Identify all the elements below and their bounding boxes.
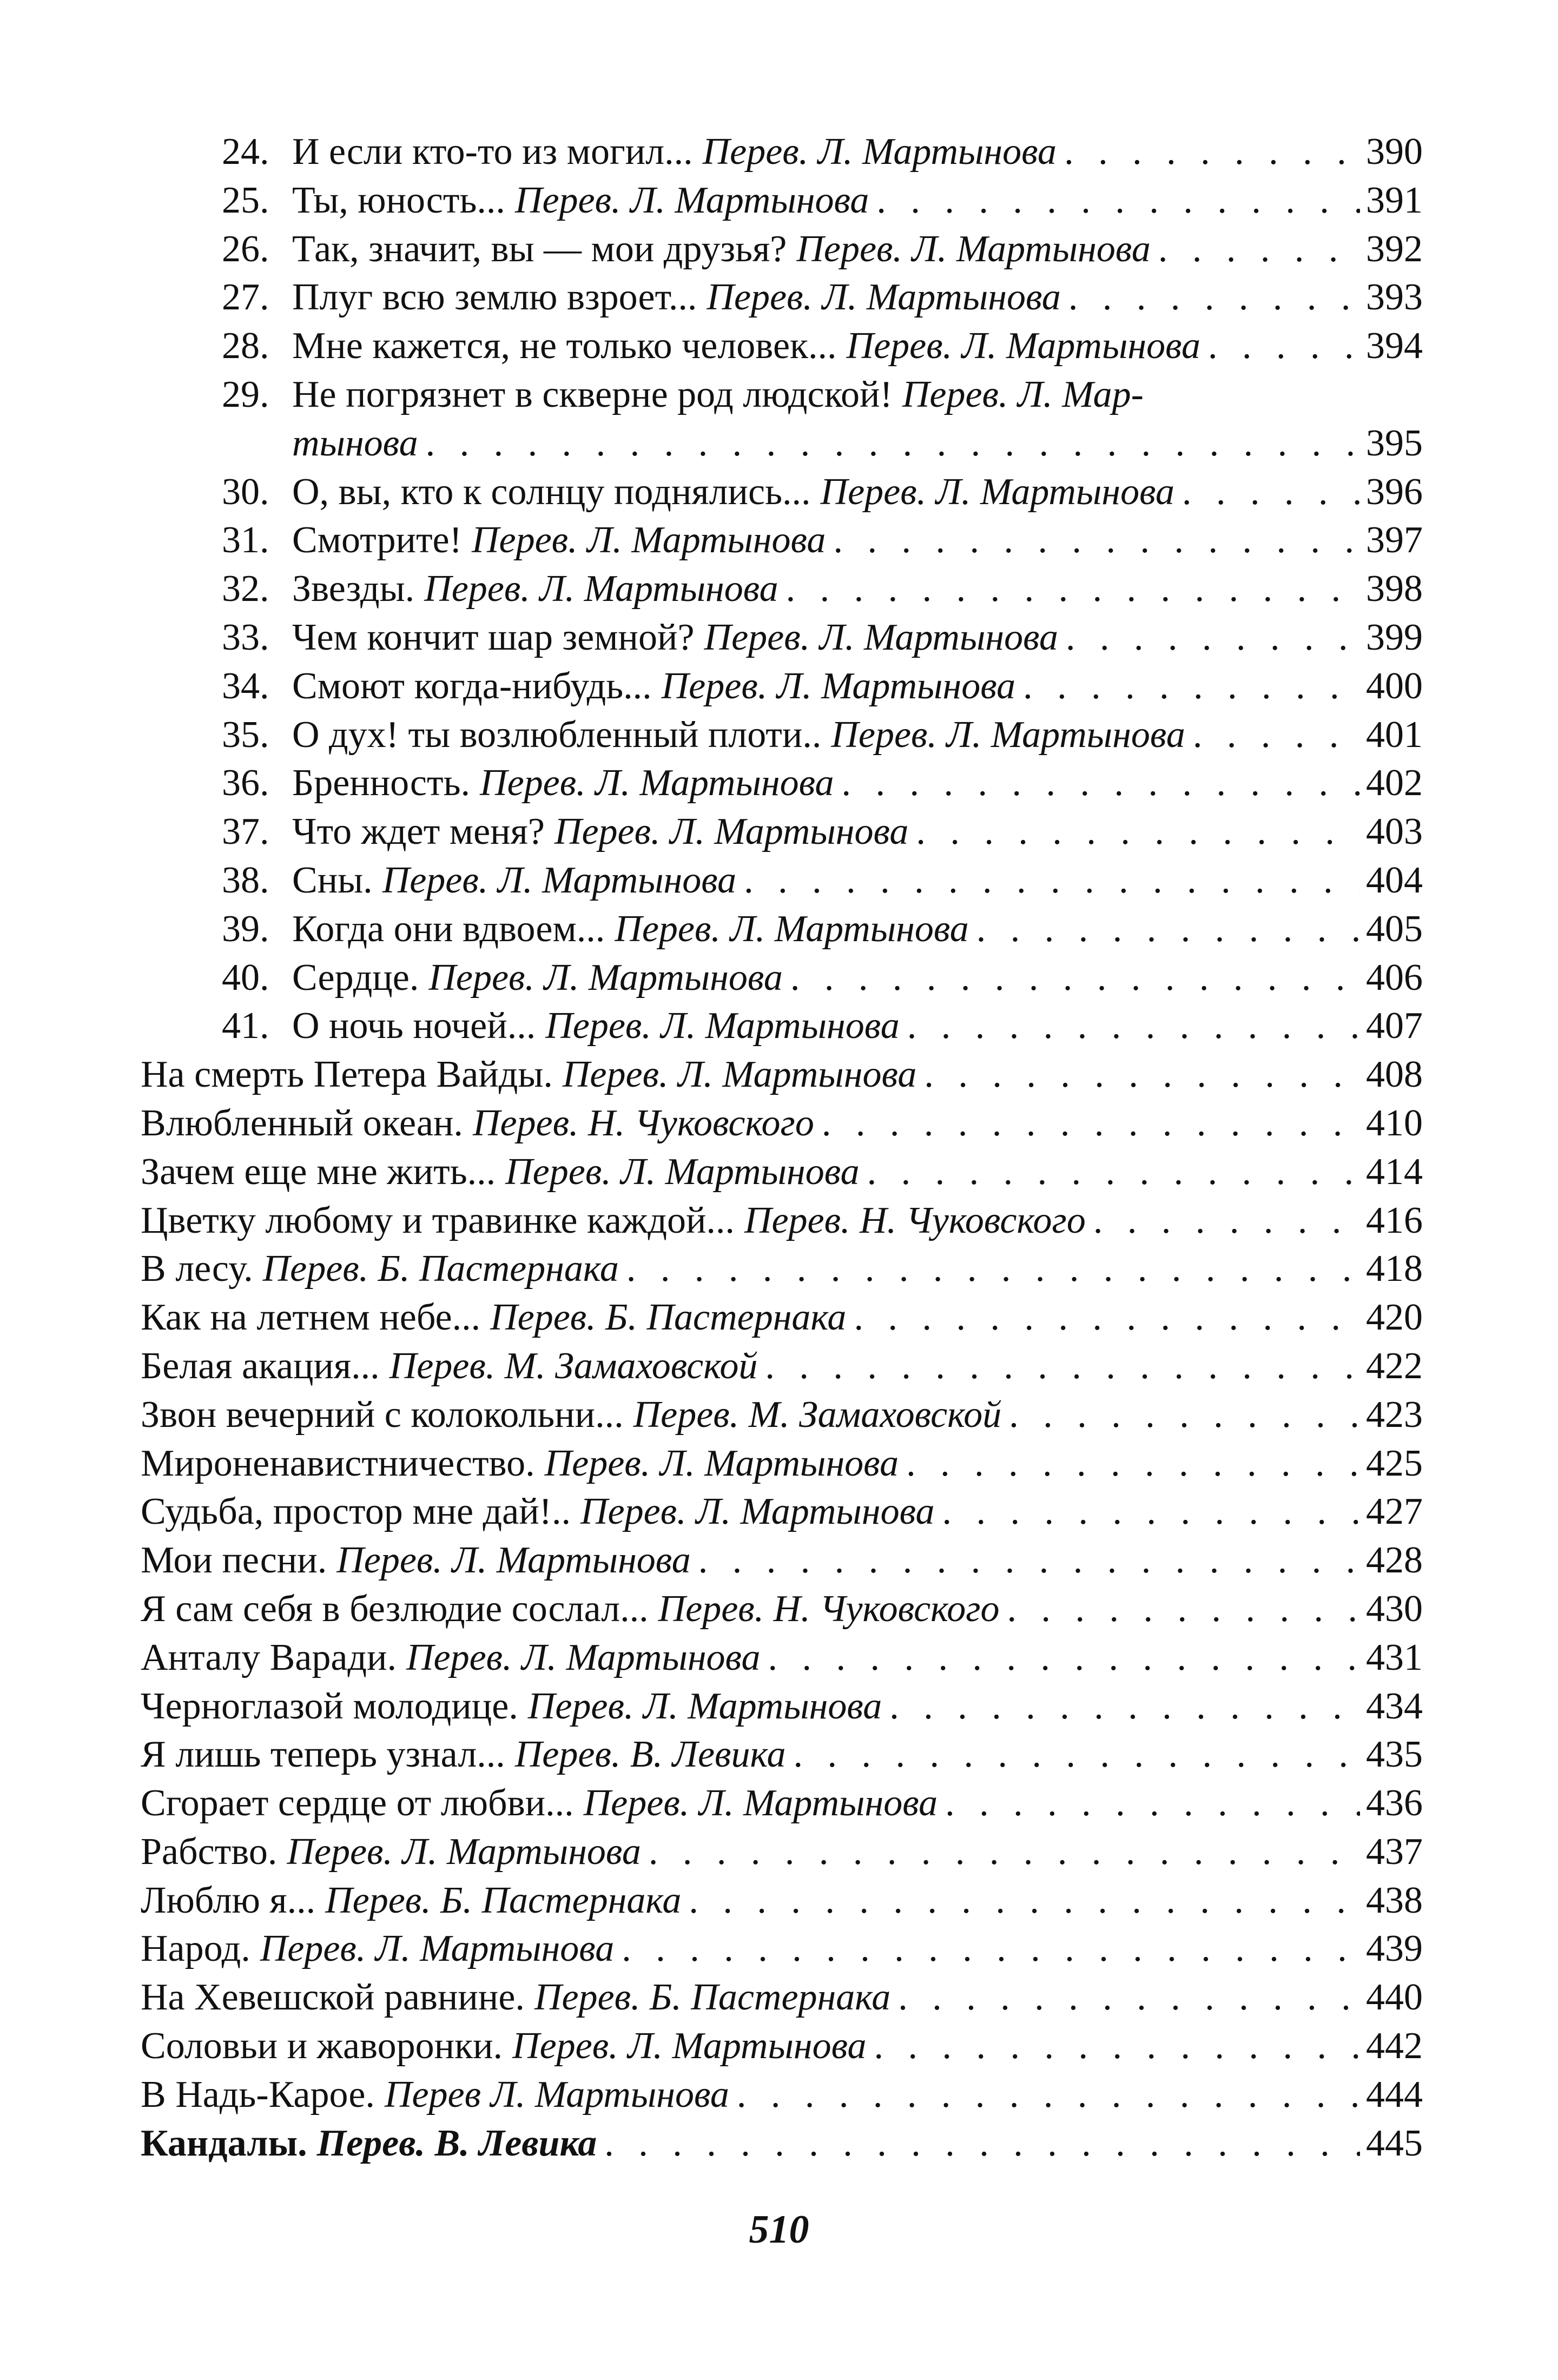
entry-title: Сгорает сердце от любви...: [141, 1782, 574, 1824]
entry-title: Зачем еще мне жить...: [141, 1151, 496, 1193]
toc-row: [141, 856, 1423, 905]
toc-row: [141, 662, 1423, 711]
entry-translator: Перев. Л. Мартынова: [583, 1782, 938, 1824]
entry-translator: Перев. Н. Чуковского: [472, 1102, 814, 1144]
entry-page: 402: [1366, 762, 1423, 804]
entry-number: 27.: [222, 276, 269, 319]
toc-row: [141, 1391, 1423, 1439]
entry-page: 435: [1366, 1734, 1423, 1776]
entry-page: 397: [1366, 519, 1423, 561]
dot-leader: [1068, 273, 1360, 322]
entry-page: 434: [1366, 1685, 1423, 1727]
entry-title: В лесу.: [141, 1248, 253, 1290]
entry-number: 30.: [222, 471, 269, 513]
entry-translator: тынова: [292, 422, 418, 464]
entry-page: 427: [1366, 1491, 1423, 1533]
entry-translator: Перев. Л. Мартынова: [382, 859, 737, 901]
toc-row: [141, 613, 1423, 662]
toc-row: [141, 1536, 1423, 1585]
entry-translator: Перев. Л. Мартынова: [562, 1054, 917, 1096]
entry-page: 430: [1366, 1588, 1423, 1630]
entry-translator: Перев. Л. Мартынова: [544, 1442, 899, 1484]
entry-number: 26.: [222, 228, 269, 270]
entry-title: Влюбленный океан.: [141, 1102, 463, 1144]
toc-row: [141, 1002, 1423, 1050]
entry-page: 431: [1366, 1636, 1423, 1678]
entry-number: 29.: [222, 373, 269, 415]
dot-leader: [916, 808, 1360, 856]
toc-row: [141, 2071, 1423, 2119]
toc-row: [141, 1828, 1423, 1876]
dot-leader: [1093, 1196, 1360, 1245]
entry-title: Как на летнем небе...: [141, 1297, 481, 1339]
toc-row: [141, 1682, 1423, 1731]
entry-translator: Перев. Б. Пастернака: [534, 1976, 891, 2019]
dot-leader: [790, 954, 1360, 1002]
entry-translator: Перев. Л. Мартынова: [580, 1491, 935, 1533]
entry-title: О дух! ты возлюбленный плоти..: [292, 713, 822, 756]
entry-page: 395: [1366, 422, 1423, 464]
dot-leader: [786, 565, 1360, 613]
entry-translator: Перев. Л. Мартынова: [260, 1928, 615, 1970]
entry-title: На Хевешской равнине.: [141, 1976, 525, 2019]
entry-page: 414: [1366, 1151, 1423, 1193]
entry-title: Я сам себя в безлюдие сослал...: [141, 1588, 649, 1630]
toc-row: [141, 1973, 1423, 2022]
toc-row: [141, 1585, 1423, 1634]
entry-translator: Перев. Л. Мартынова: [831, 713, 1185, 756]
entry-page: 390: [1366, 131, 1423, 173]
toc-row: [141, 1634, 1423, 1682]
toc-row: [141, 1730, 1423, 1779]
entry-page: 420: [1366, 1297, 1423, 1339]
entry-title: Чем кончит шар земной?: [292, 616, 695, 658]
entry-translator: Перев. Л. Мартынова: [480, 762, 834, 804]
entry-title: Звезды.: [292, 568, 415, 610]
entry-number: 28.: [222, 325, 269, 367]
toc-row: [141, 2119, 1423, 2168]
entry-translator: Перев. Л. Мартынова: [428, 956, 783, 999]
entry-title: Рабство.: [141, 1830, 278, 1873]
entry-translator: Перев. Л. Мартынова: [545, 1005, 900, 1047]
entry-page: 436: [1366, 1782, 1423, 1824]
entry-number: 38.: [222, 859, 269, 901]
dot-leader: [1208, 322, 1360, 371]
entry-number: 36.: [222, 762, 269, 804]
dot-leader: [876, 176, 1360, 225]
page-number: 510: [749, 2207, 809, 2252]
dot-leader: [1023, 662, 1360, 711]
entry-title: На смерть Петера Вайды.: [141, 1054, 553, 1096]
entry-number: 35.: [222, 713, 269, 756]
dot-leader: [737, 2071, 1360, 2119]
entry-title: Я лишь теперь узнал...: [141, 1734, 505, 1776]
entry-translator: Перев. В. Левика: [514, 1734, 786, 1776]
entry-title: Смоют когда-нибудь...: [292, 665, 652, 707]
dot-leader: [906, 1439, 1360, 1488]
entry-translator: Перев. Б. Пастернака: [325, 1879, 682, 1921]
entry-translator: Перев. Л. Мартынова: [406, 1636, 761, 1678]
dot-leader: [768, 1634, 1360, 1682]
entry-page: 410: [1366, 1102, 1423, 1144]
dot-leader: [622, 1925, 1360, 1973]
entry-page: 438: [1366, 1879, 1423, 1921]
entry-translator: Перев. Л. Мартынова: [820, 471, 1174, 513]
toc-row: [141, 565, 1423, 613]
toc-row: [141, 711, 1423, 759]
toc-row: [141, 1439, 1423, 1488]
entry-title: Не погрязнет в скверне род людской!: [292, 373, 893, 415]
toc-row: [141, 468, 1423, 517]
entry-translator: Перев. Н. Чуковского: [658, 1588, 1000, 1630]
toc-row: [141, 225, 1423, 274]
entry-translator: Перев. Л. Мартынова: [707, 276, 1061, 319]
entry-page: 442: [1366, 2025, 1423, 2067]
entry-page: 408: [1366, 1054, 1423, 1096]
entry-title: О ночь ночей...: [292, 1005, 536, 1047]
dot-leader: [833, 516, 1360, 565]
dot-leader: [945, 1779, 1360, 1828]
entry-title: Кандалы.: [141, 2122, 307, 2164]
entry-title: Анталу Варади.: [141, 1636, 397, 1678]
toc-row: [141, 1293, 1423, 1342]
entry-page: 425: [1366, 1442, 1423, 1484]
entry-translator: Перев. Л. Мар-: [902, 373, 1144, 415]
entry-title: Мои песни.: [141, 1539, 327, 1582]
dot-leader: [793, 1730, 1360, 1779]
entry-translator: Перев. Л. Мартынова: [505, 1151, 860, 1193]
toc-row: [141, 176, 1423, 225]
entry-translator: Перев. Л. Мартынова: [661, 665, 1016, 707]
toc-row: [141, 1196, 1423, 1245]
entry-page: 428: [1366, 1539, 1423, 1582]
entry-page: 422: [1366, 1345, 1423, 1387]
toc-row: [141, 1099, 1423, 1148]
entry-page: 405: [1366, 908, 1423, 950]
entry-translator: Перев. Л. Мартынова: [514, 179, 869, 221]
dot-leader: [907, 1002, 1360, 1050]
entry-title: Народ.: [141, 1928, 250, 1970]
entry-page: 406: [1366, 956, 1423, 999]
toc-row: [141, 1876, 1423, 1925]
entry-title: Смотрите!: [292, 519, 462, 561]
toc-row: [141, 516, 1423, 565]
toc-row: [141, 1148, 1423, 1196]
entry-number: 37.: [222, 811, 269, 853]
toc-row: [141, 1488, 1423, 1536]
entry-page: 407: [1366, 1005, 1423, 1047]
toc-row: [141, 954, 1423, 1002]
entry-translator: Перев. М. Замаховской: [633, 1393, 1002, 1436]
entry-title: Сердце.: [292, 956, 419, 999]
entry-number: 41.: [222, 1005, 269, 1047]
entry-translator: Перев. Л. Мартынова: [424, 568, 778, 610]
entry-page: 439: [1366, 1928, 1423, 1970]
entry-translator: Перев. Л. Мартынова: [471, 519, 826, 561]
entry-number: 40.: [222, 956, 269, 999]
entry-page: 391: [1366, 179, 1423, 221]
dot-leader: [1066, 613, 1360, 662]
dot-leader: [604, 2119, 1360, 2168]
dot-leader: [1064, 128, 1360, 176]
entry-translator: Перев. М. Замаховской: [389, 1345, 758, 1387]
entry-title: Мироненавистничество.: [141, 1442, 535, 1484]
entry-page: 400: [1366, 665, 1423, 707]
dot-leader: [1182, 468, 1360, 517]
toc-row: [141, 322, 1423, 371]
entry-page: 393: [1366, 276, 1423, 319]
entry-title: Судьба, простор мне дай!..: [141, 1491, 571, 1533]
entry-page: 403: [1366, 811, 1423, 853]
dot-leader: [924, 1050, 1360, 1099]
entry-title: Соловьи и жаворонки.: [141, 2025, 503, 2067]
dot-leader: [626, 1245, 1360, 1293]
entry-page: 445: [1366, 2122, 1423, 2164]
entry-title: Белая акация...: [141, 1345, 380, 1387]
dot-leader: [426, 419, 1360, 468]
dot-leader: [649, 1828, 1360, 1876]
dot-leader: [842, 759, 1361, 808]
entry-title: Бренность.: [292, 762, 471, 804]
entry-number: 32.: [222, 568, 269, 610]
dot-leader: [744, 856, 1360, 905]
entry-title: Так, значит, вы — мои друзья?: [292, 228, 787, 270]
entry-translator: Перев. Л. Мартынова: [704, 616, 1058, 658]
entry-title: Что ждет меня?: [292, 811, 545, 853]
entry-number: 31.: [222, 519, 269, 561]
dot-leader: [698, 1536, 1360, 1585]
toc-row-continuation: [141, 419, 1423, 468]
entry-title: Звон вечерний с колокольни...: [141, 1393, 624, 1436]
entry-title: Ты, юность...: [292, 179, 505, 221]
entry-page: 423: [1366, 1393, 1423, 1436]
toc-row: [141, 1050, 1423, 1099]
toc-row: [141, 2022, 1423, 2071]
entry-page: 404: [1366, 859, 1423, 901]
entry-page: 396: [1366, 471, 1423, 513]
dot-leader: [1193, 711, 1360, 759]
dot-leader: [889, 1682, 1360, 1731]
entry-translator: Перев. Л. Мартынова: [336, 1539, 691, 1582]
toc-row: [141, 808, 1423, 856]
entry-translator: Перев. Н. Чуковского: [744, 1199, 1086, 1241]
entry-translator: Перев Л. Мартынова: [384, 2073, 729, 2115]
dot-leader: [1007, 1585, 1360, 1634]
entry-translator: Перев. Л. Мартынова: [796, 228, 1151, 270]
toc-row: [141, 1779, 1423, 1828]
entry-number: 24.: [222, 131, 269, 173]
entry-title: Черноглазой молодице.: [141, 1685, 518, 1727]
entry-page: 444: [1366, 2073, 1423, 2115]
dot-leader: [942, 1488, 1360, 1536]
entry-page: 440: [1366, 1976, 1423, 2019]
entry-page: 418: [1366, 1248, 1423, 1290]
entry-title: О, вы, кто к солнцу поднялись...: [292, 471, 811, 513]
entry-title: В Надь-Карое.: [141, 2073, 375, 2115]
entry-translator: Перев. Л. Мартынова: [527, 1685, 882, 1727]
dot-leader: [867, 1148, 1360, 1196]
entry-page: 416: [1366, 1199, 1423, 1241]
toc-row: [141, 905, 1423, 954]
entry-title: Плуг всю землю взроет...: [292, 276, 697, 319]
toc-row: [141, 1245, 1423, 1293]
toc-row: [141, 1342, 1423, 1391]
entry-page: 392: [1366, 228, 1423, 270]
entry-number: 34.: [222, 665, 269, 707]
entry-title: Сны.: [292, 859, 373, 901]
toc-row: [141, 759, 1423, 808]
entry-translator: Перев. Б. Пастернака: [262, 1248, 619, 1290]
dot-leader: [822, 1099, 1360, 1148]
entry-number: 33.: [222, 616, 269, 658]
dot-leader: [765, 1342, 1360, 1391]
entry-translator: Перев. Л. Мартынова: [846, 325, 1201, 367]
dot-leader: [689, 1876, 1360, 1925]
entry-title: Люблю я...: [141, 1879, 316, 1921]
entry-translator: Перев. Л. Мартынова: [512, 2025, 867, 2067]
dot-leader: [1009, 1391, 1360, 1439]
entry-page: 394: [1366, 325, 1423, 367]
entry-page: 399: [1366, 616, 1423, 658]
entry-translator: Перев. Б. Пастернака: [490, 1297, 847, 1339]
entry-translator: Перев. Л. Мартынова: [615, 908, 969, 950]
dot-leader: [976, 905, 1360, 954]
toc-row: [141, 1925, 1423, 1973]
entry-page: 398: [1366, 568, 1423, 610]
dot-leader: [1158, 225, 1360, 274]
entry-translator: Перев. Л. Мартынова: [702, 131, 1057, 173]
dot-leader: [898, 1973, 1360, 2022]
entry-translator: Перев. Л. Мартынова: [287, 1830, 641, 1873]
toc-row: [141, 128, 1423, 176]
dot-leader: [874, 2022, 1360, 2071]
toc-row: [141, 273, 1423, 322]
toc-row: [141, 371, 1423, 419]
entry-title: Цветку любому и травинке каждой...: [141, 1199, 735, 1241]
entry-page: 437: [1366, 1830, 1423, 1873]
entry-translator: Перев. Л. Мартынова: [554, 811, 909, 853]
entry-page: 401: [1366, 713, 1423, 756]
table-of-contents: [141, 128, 1423, 2167]
entry-number: 39.: [222, 908, 269, 950]
dot-leader: [854, 1293, 1360, 1342]
entry-title: Когда они вдвоем...: [292, 908, 605, 950]
entry-title: Мне кажется, не только человек...: [292, 325, 837, 367]
entry-translator: Перев. В. Левика: [316, 2122, 597, 2164]
entry-number: 25.: [222, 179, 269, 221]
entry-title: И если кто-то из могил...: [292, 131, 693, 173]
